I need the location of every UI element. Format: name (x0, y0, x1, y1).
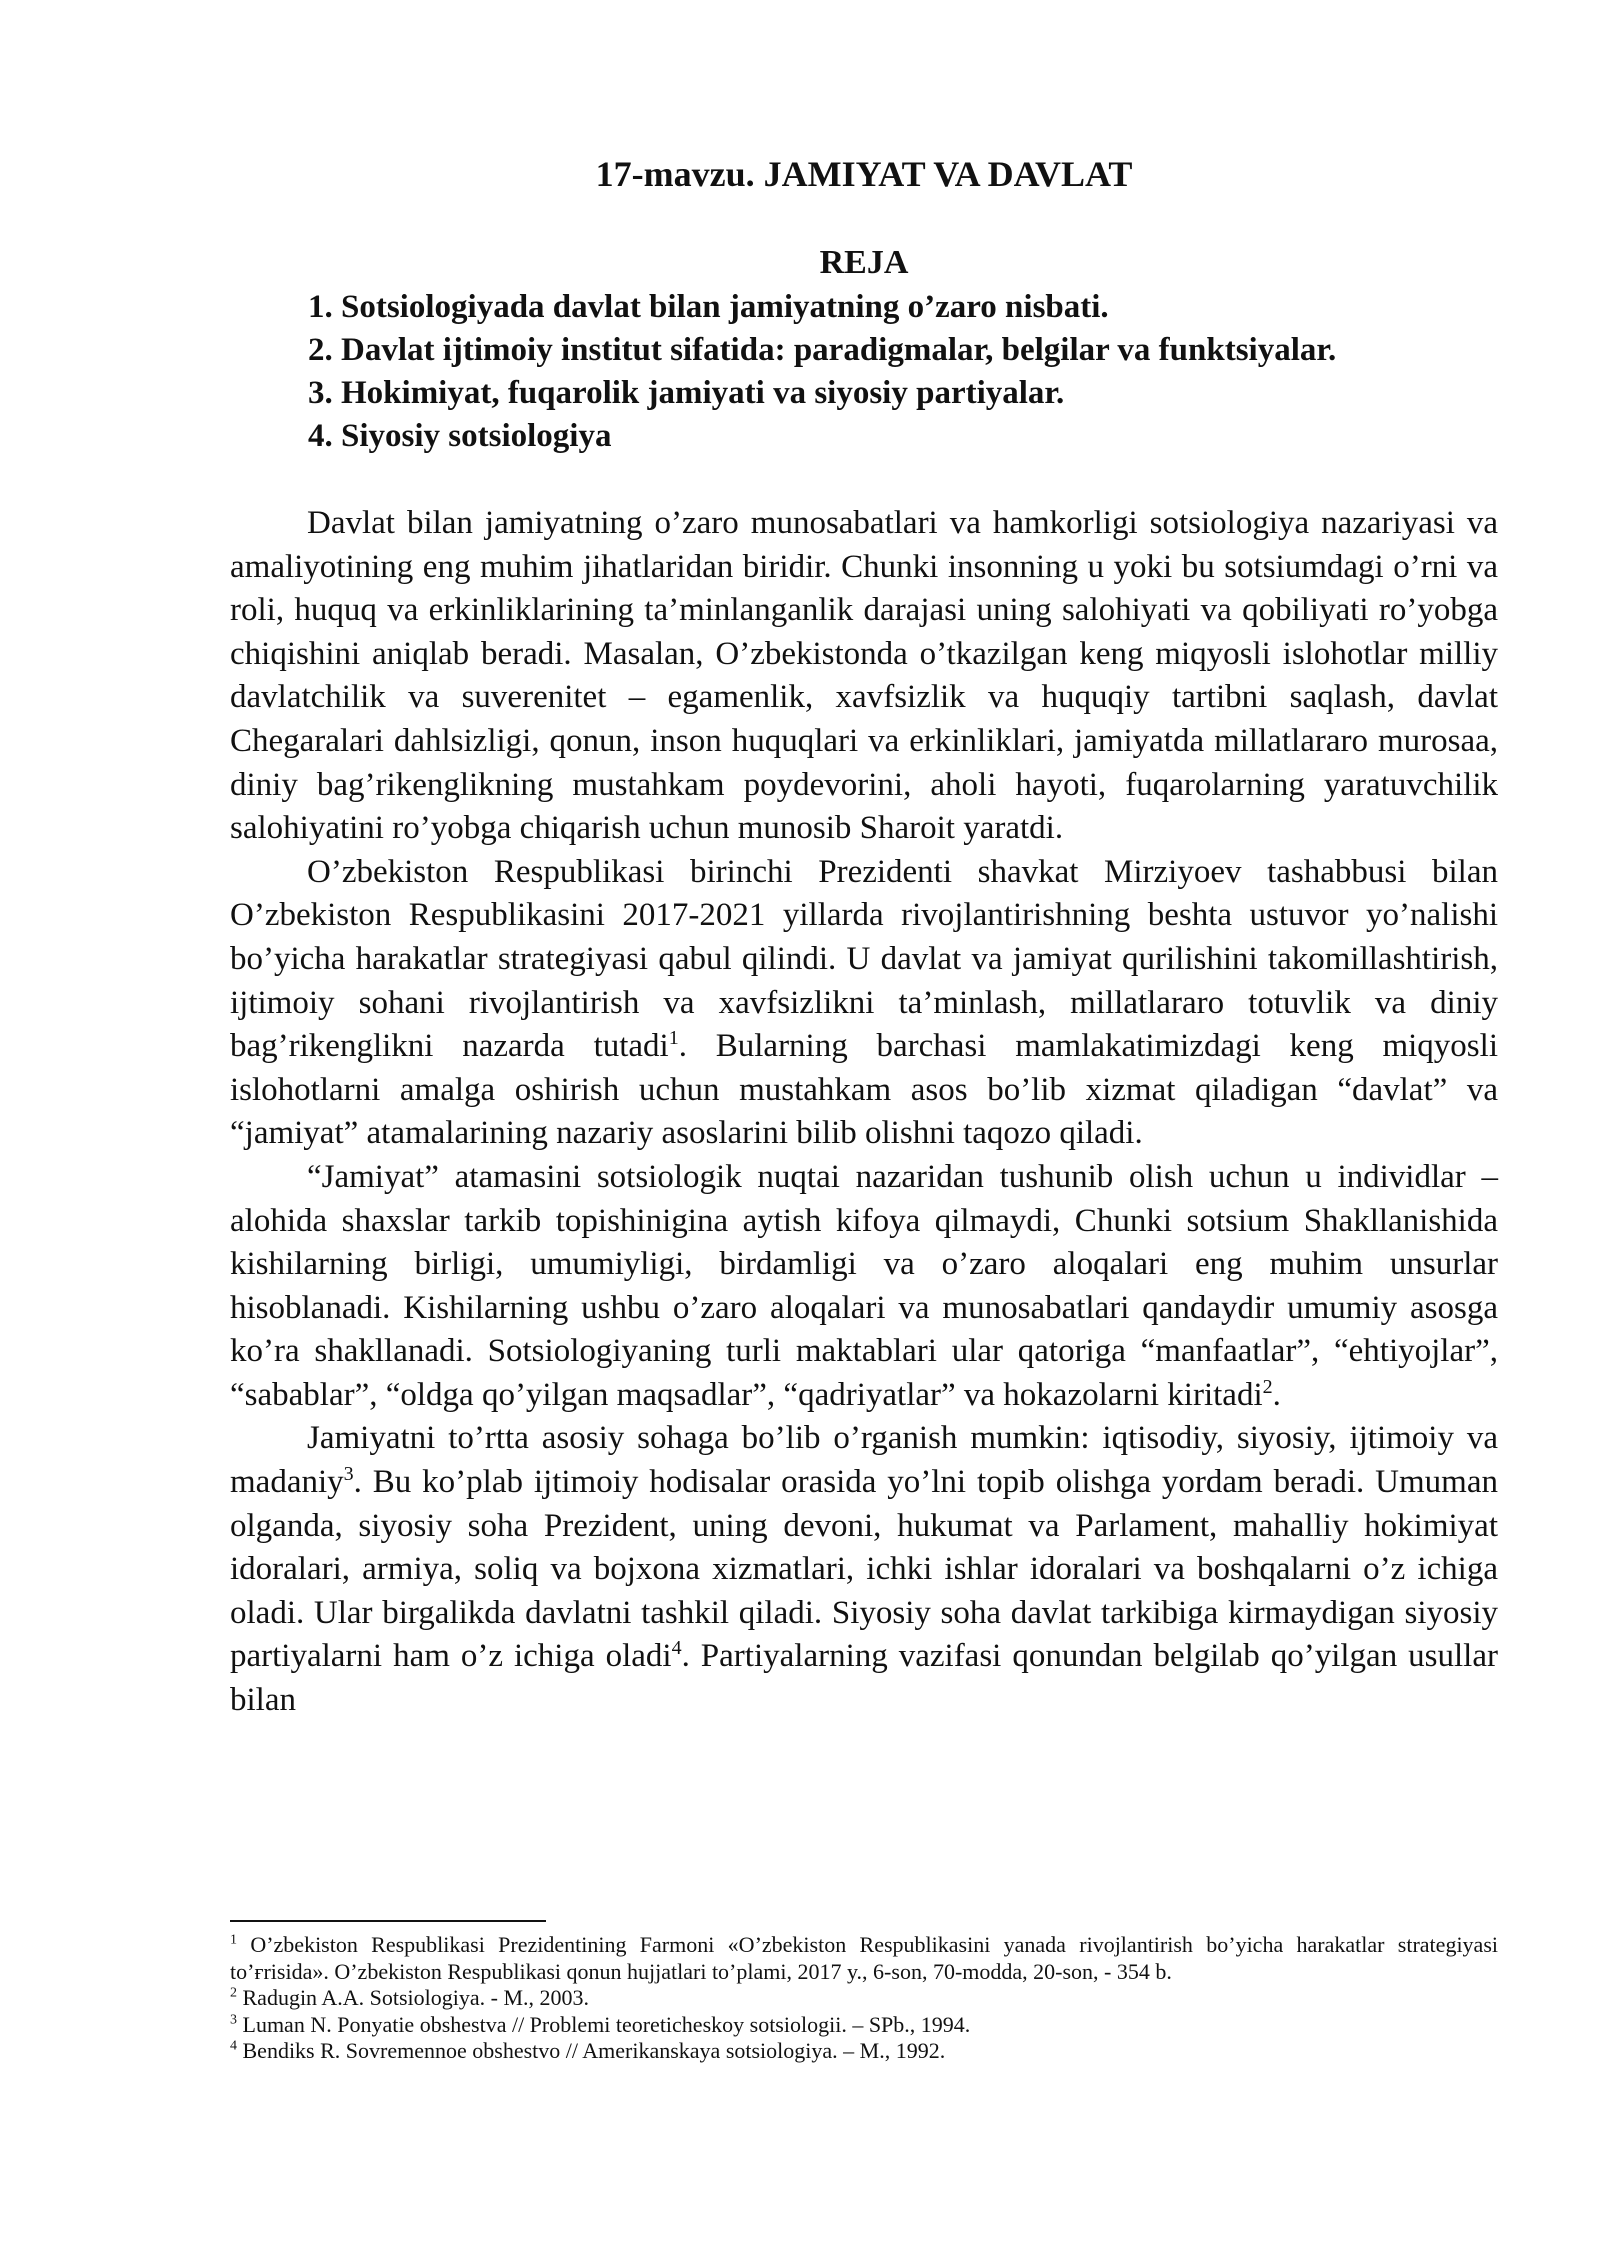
paragraph-text: Davlat bilan jamiyatning o’zaro munosabatlari va hamkorligi sotsiologiya nazariyasi va amaliyotining eng muhim jihatlaridan biridir. Chunki insonning u yoki bu sotsiumdagi o’rni va roli, huquq va erkinliklarining ta’minlanganlik darajasi uning salohiyati va qobiliyati ro’yobga chiqishini aniqlab beradi. Masalan, O’zbekistonda o’tkazilgan keng miqyosli islohotlar milliy davlatchilik va suverenitet – egamenlik, xavfsizlik va huquqiy tartibni saqlash, davlat Chegaralari dahlsizligi, qonun, inson huquqlari va erkinliklari, jamiyatda millatlararo murosaa, diniy bag’rikenglikning mustahkam poydevorini, aholi hayoti, fuqarolarning yaratuvchilik salohiyatini ro’yobga chiqarish uchun munosib Sharoit yaratdi. (230, 505, 1498, 847)
paragraph-text: . Bularning barchasi mamlakatimizdagi keng miqyosli islohotlarni amalga oshirish uchun mustahkam asos bo’lib xizmat qiladigan “davlat” va “jamiyat” atamalarining nazariy asoslarini bilib olishni taqozo qiladi. (230, 1028, 1498, 1152)
paragraph-text: . Partiyalarning vazifasi qonundan belgilab qo’yilgan usullar bilan (230, 1638, 1498, 1719)
footnote-reference[interactable]: 1 (668, 1027, 679, 1050)
paragraph (230, 851, 1498, 1156)
footnote-number: 3 (230, 2012, 237, 2028)
paragraph-text: “Jamiyat” atamasini sotsiologik nuqtai nazaridan tushunib olish uchun u individlar – alohida shaxslar tarkib topishinigina aytish kifoya qilmaydi, Chunki sotsium Shakllanishida kishilarning birligi, umumiyligi, birdamligi va o’zaro aloqalari eng muhim unsurlar hisoblanadi. Kishilarning ushbu o’zaro aloqalari va munosabatlari qandaydir umumiy asosga ko’ra shakllanadi. Sotsiologiyaning turli maktablari ular qatoriga “manfaatlar”, “ehtiyojlar”, “sabablar”, “oldga qo’yilgan maqsadlar”, “qadriyatlar” va hokazolarni kiritadi (230, 1158, 1498, 1413)
footnote (230, 2038, 1498, 2065)
footnote-number: 4 (230, 2038, 237, 2054)
footnote-number: 2 (230, 1985, 237, 2001)
plan-item: 1. Sotsiologiyada davlat bilan jamiyatning o’zaro nisbati. (308, 289, 1109, 325)
plan-item: 4. Siyosiy sotsiologiya (308, 418, 612, 454)
footnote-text: Radugin A.A. Sotsiologiya. - M., 2003. (237, 1985, 590, 2010)
paragraph-text: . Bu ko’plab ijtimoiy hodisalar orasida yo’lni topib olishga yordam beradi. Umuman olganda, siyosiy soha Prezident, uning devoni, hukumat va Parlament, mahalliy hokimiyat idoralari, armiya, soliq va bojxona xizmatlari, ichki ishlar idoralari va boshqalarni o’z ichiga oladi. Ular birgalikda davlatni tashkil qiladi. Siyosiy soha davlat tarkibiga kirmaydigan siyosiy partiyalarni ham o’z ichiga oladi (230, 1464, 1498, 1675)
paragraph (230, 1156, 1498, 1418)
footnote-reference[interactable]: 4 (671, 1637, 682, 1660)
footnote-separator (230, 1920, 546, 1922)
paragraph-text: . (1272, 1376, 1281, 1413)
paragraph-text: O’zbekiston Respublikasi birinchi Prezidenti shavkat Mirziyoev tashabbusi bilan O’zbekiston Respublikasini 2017-2021 yillarda rivojlantirishning beshta ustuvor yo’nalishi bo’yicha harakatlar strategiyasi qabul qilindi. U davlat va jamiyat qurilishini takomillashtirish, ijtimoiy sohani rivojlantirish va xavfsizlikni ta’minlash, millatlararo totuvlik va diniy bag’rikenglikni nazarda tutadi (230, 853, 1498, 1065)
body-text (230, 502, 1498, 1723)
plan-item: 2. Davlat ijtimoiy institut sifatida: paradigmalar, belgilar va funktsiyalar. (308, 332, 1337, 368)
paragraph (230, 1417, 1498, 1722)
plan-list (308, 286, 1336, 458)
footnote (230, 1932, 1498, 1985)
footnote-text: Bendiks R. Sovremennoe obshestvo // Amerikanskaya sotsiologiya. – M., 1992. (237, 2038, 946, 2063)
paragraph-text: Jamiyatni to’rtta asosiy sohaga bo’lib o’rganish mumkin: iqtisodiy, siyosiy, ijtimoiy va madaniy (230, 1420, 1498, 1501)
footnote-reference[interactable]: 2 (1262, 1375, 1273, 1398)
footnote (230, 1985, 1498, 2012)
plan-item: 3. Hokimiyat, fuqarolik jamiyati va siyosiy partiyalar. (308, 375, 1065, 411)
footnote-text: O’zbekiston Respublikasi Prezidentining Farmoni «O’zbekiston Respublikasini yanada rivojlantirish bo’yicha harakatlar strategiyasi to’ғrisida». O’zbekiston Respublikasi qonun hujjatlari to’plami, 2017 y., 6-son, 70-modda, 20-son, - 354 b. (230, 1932, 1498, 1984)
plan-heading: REJA (819, 244, 909, 281)
page-title: 17-mavzu. JAMIYAT VA DAVLAT (595, 154, 1133, 194)
footnotes (230, 1932, 1498, 2065)
footnote-number: 1 (230, 1932, 237, 1948)
paragraph (230, 502, 1498, 851)
footnote (230, 2012, 1498, 2039)
footnote-text: Luman N. Ponyatie obshestva // Problemi teoreticheskoy sotsiologii. – SPb., 1994. (237, 2011, 971, 2037)
footnote-reference[interactable]: 3 (343, 1463, 354, 1486)
